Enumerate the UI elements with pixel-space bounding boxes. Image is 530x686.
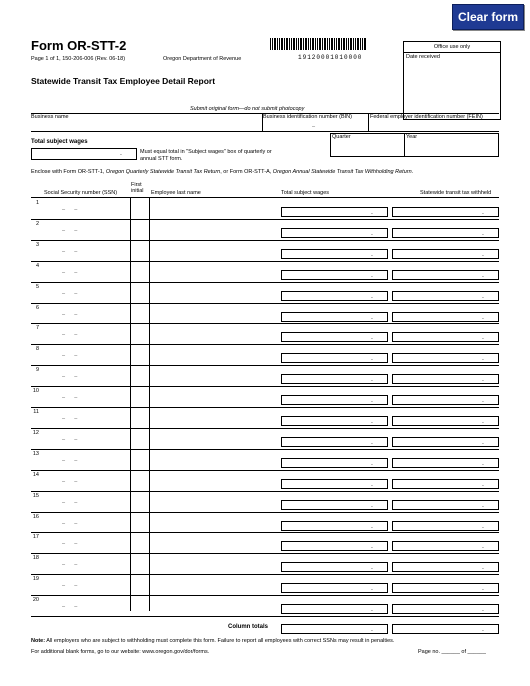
last-name-field[interactable] xyxy=(150,283,278,301)
row-number: 14 xyxy=(32,471,39,478)
total-subject-wages-field[interactable] xyxy=(31,148,137,160)
row-number: 11 xyxy=(33,409,39,415)
wages-field[interactable] xyxy=(281,353,388,363)
wages-field[interactable] xyxy=(281,270,388,280)
office-use-box xyxy=(403,41,501,120)
decimal-point: . xyxy=(371,606,373,614)
ssn-header: Social Security number (SSN) xyxy=(44,190,118,196)
decimal-point: . xyxy=(371,459,373,467)
ssn-field[interactable]: – – xyxy=(62,290,78,297)
ssn-field[interactable]: – – xyxy=(62,311,78,318)
last-name-field[interactable] xyxy=(150,220,278,238)
withheld-field[interactable] xyxy=(392,458,499,468)
row-number: 17 xyxy=(32,534,39,541)
decimal-point: . xyxy=(371,250,373,258)
wages-field[interactable] xyxy=(281,207,388,217)
row-number: 20 xyxy=(32,597,39,604)
row-number: 3 xyxy=(35,241,39,248)
last-name-field[interactable] xyxy=(150,262,278,280)
row-number: 4 xyxy=(35,262,39,269)
row-number: 10 xyxy=(32,388,39,395)
decimal-point: . xyxy=(371,585,373,593)
withheld-field[interactable] xyxy=(392,395,499,405)
wages-field[interactable] xyxy=(281,395,388,405)
footer-note xyxy=(31,638,394,644)
decimal-point: . xyxy=(482,334,484,342)
wages-field[interactable] xyxy=(281,458,388,468)
last-name-field[interactable] xyxy=(150,513,278,531)
withheld-header: Statewide transit tax withheld xyxy=(420,190,492,196)
row-number: 2 xyxy=(35,220,39,227)
wages-field[interactable] xyxy=(281,228,388,238)
withheld-field[interactable] xyxy=(392,332,499,342)
decimal-point: . xyxy=(482,522,484,530)
decimal-point: . xyxy=(482,397,484,405)
withheld-field[interactable] xyxy=(392,374,499,384)
last-name-field[interactable] xyxy=(150,429,278,447)
withheld-field[interactable] xyxy=(392,270,499,280)
form-title: Form OR-STT-2 xyxy=(31,38,127,53)
wages-field[interactable] xyxy=(281,416,388,426)
last-name-field[interactable] xyxy=(150,471,278,489)
bin-dash: – xyxy=(312,124,316,130)
first-initial-field[interactable] xyxy=(131,408,148,426)
wages-field[interactable] xyxy=(281,500,388,510)
decimal-point: . xyxy=(371,501,373,509)
withheld-field[interactable] xyxy=(392,521,499,531)
ssn-field[interactable]: – – xyxy=(62,227,78,234)
first-initial-field[interactable] xyxy=(131,241,148,259)
row-number: 7 xyxy=(35,325,39,332)
decimal-point: . xyxy=(482,209,484,216)
first-initial-field[interactable] xyxy=(131,345,148,363)
row-number: 6 xyxy=(35,304,39,311)
decimal-point: . xyxy=(482,585,484,593)
first-initial-field[interactable] xyxy=(131,262,148,280)
last-name-header: Employee last name xyxy=(151,190,201,196)
wages-field[interactable] xyxy=(281,604,388,614)
divider xyxy=(368,113,369,131)
last-name-field[interactable] xyxy=(150,324,278,342)
wages-field[interactable] xyxy=(281,479,388,489)
row-number: 18 xyxy=(32,555,39,562)
wages-header: Total subject wages xyxy=(281,190,329,196)
decimal-point: . xyxy=(371,271,373,279)
decimal-point: . xyxy=(482,376,484,384)
note-text: All employers who are subject to withholding must complete this form. Failure to report all employees with correct SSNs may result in penalties. xyxy=(45,638,395,644)
decimal-point: . xyxy=(482,292,484,300)
ssn-field[interactable]: – – xyxy=(62,604,78,611)
wages-field[interactable] xyxy=(281,374,388,384)
must-equal-note: Must equal total in "Subject wages" box of quarterly or xyxy=(140,149,272,155)
decimal-point: . xyxy=(371,313,373,321)
decimal-point: . xyxy=(371,334,373,342)
decimal-point: . xyxy=(482,438,484,446)
wages-field[interactable] xyxy=(281,312,388,322)
decimal-point: . xyxy=(371,292,373,300)
ssn-field[interactable]: – – xyxy=(62,562,78,569)
first-initial-header-2: initial xyxy=(131,188,144,194)
note-bold: Note: xyxy=(31,638,46,644)
decimal-point: . xyxy=(482,355,484,363)
decimal-point: . xyxy=(482,606,484,614)
row-number: 13 xyxy=(32,450,39,457)
row-number: 12 xyxy=(32,429,39,436)
enclose-instructions: Enclose with Form OR-STT-1, Oregon Quarterly Statewide Transit Tax Return, or Form OR-STT-A, Oregon Annual Statewide Transit Tax Withholding Return. xyxy=(31,169,414,175)
withheld-field[interactable] xyxy=(392,291,499,301)
wages-field[interactable] xyxy=(281,562,388,572)
wages-field[interactable] xyxy=(281,541,388,551)
business-name-label: Business name xyxy=(31,114,69,120)
row-number: 19 xyxy=(32,576,39,583)
decimal-point: . xyxy=(482,271,484,279)
withheld-field[interactable] xyxy=(392,583,499,593)
ssn-field[interactable]: – – xyxy=(62,436,78,443)
first-initial-field[interactable] xyxy=(131,324,148,342)
last-name-field[interactable] xyxy=(150,450,278,468)
decimal-point: . xyxy=(482,543,484,551)
first-initial-field[interactable] xyxy=(131,533,148,551)
withheld-field[interactable] xyxy=(392,249,499,259)
last-name-field[interactable] xyxy=(150,533,278,551)
decimal-point: . xyxy=(120,150,122,157)
withheld-field[interactable] xyxy=(392,479,499,489)
row-number: 15 xyxy=(32,492,39,499)
ssn-field[interactable]: – – xyxy=(62,207,78,213)
withheld-field[interactable] xyxy=(392,437,499,447)
ssn-field[interactable]: – – xyxy=(62,332,78,339)
last-name-field[interactable] xyxy=(150,304,278,322)
last-name-field[interactable] xyxy=(150,554,278,572)
decimal-point: . xyxy=(371,209,373,216)
first-initial-field[interactable] xyxy=(131,554,148,572)
first-initial-field[interactable] xyxy=(131,450,148,468)
last-name-field[interactable] xyxy=(150,199,278,217)
decimal-point: . xyxy=(482,229,484,237)
decimal-point: . xyxy=(371,229,373,237)
decimal-point: . xyxy=(371,564,373,572)
barcode-number: 19120001010000 xyxy=(298,54,363,61)
divider xyxy=(31,197,499,198)
ssn-field[interactable]: – – xyxy=(62,541,78,548)
first-initial-field[interactable] xyxy=(131,387,148,405)
office-use-header: Office use only xyxy=(404,42,500,53)
decimal-point: . xyxy=(482,626,484,633)
ssn-field[interactable]: – – xyxy=(62,520,78,527)
row-number: 5 xyxy=(35,283,39,290)
last-name-field[interactable] xyxy=(150,345,278,363)
last-name-field[interactable] xyxy=(150,408,278,426)
total-subject-wages-label: Total subject wages xyxy=(31,139,88,145)
department-name: Oregon Department of Revenue xyxy=(163,56,242,62)
decimal-point: . xyxy=(371,543,373,551)
first-initial-field[interactable] xyxy=(131,513,148,531)
row-number: 8 xyxy=(35,346,39,353)
withheld-field[interactable] xyxy=(392,416,499,426)
ssn-field[interactable]: – – xyxy=(62,248,78,255)
decimal-point: . xyxy=(482,418,484,425)
first-initial-field[interactable] xyxy=(131,575,148,593)
bin-field[interactable] xyxy=(263,122,367,131)
decimal-point: . xyxy=(482,501,484,509)
total-wages-field[interactable] xyxy=(281,624,388,634)
withheld-field[interactable] xyxy=(392,604,499,614)
row-number: 9 xyxy=(35,367,39,374)
divider xyxy=(31,131,499,132)
total-withheld-field[interactable] xyxy=(392,624,499,634)
ssn-field[interactable]: – – xyxy=(62,416,78,422)
decimal-point: . xyxy=(371,397,373,405)
wages-field[interactable] xyxy=(281,332,388,342)
first-initial-field[interactable] xyxy=(131,429,148,447)
page-info: Page 1 of 1, 150-206-006 (Rev. 06-18) xyxy=(31,56,126,62)
ssn-field[interactable]: – – xyxy=(62,269,78,276)
withheld-field[interactable] xyxy=(392,353,499,363)
page-number: Page no. ______ of ______ xyxy=(418,649,486,655)
first-initial-field[interactable] xyxy=(131,220,148,238)
fein-label: Federal employer identification number (FEIN) xyxy=(370,114,483,120)
decimal-point: . xyxy=(371,355,373,363)
decimal-point: . xyxy=(371,418,373,425)
wages-field[interactable] xyxy=(281,291,388,301)
first-initial-field[interactable] xyxy=(131,471,148,489)
decimal-point: . xyxy=(371,522,373,530)
ssn-field[interactable]: – – xyxy=(62,583,78,590)
withheld-field[interactable] xyxy=(392,228,499,238)
year-label: Year xyxy=(406,134,418,140)
last-name-field[interactable] xyxy=(150,241,278,259)
decimal-point: . xyxy=(482,459,484,467)
wages-field[interactable] xyxy=(281,583,388,593)
withheld-field[interactable] xyxy=(392,541,499,551)
wages-field[interactable] xyxy=(281,437,388,447)
wages-field[interactable] xyxy=(281,521,388,531)
last-name-field[interactable] xyxy=(150,575,278,593)
last-name-field[interactable] xyxy=(150,596,278,614)
decimal-point: . xyxy=(482,480,484,488)
ssn-field[interactable]: – – xyxy=(62,395,78,402)
decimal-point: . xyxy=(371,626,373,633)
last-name-field[interactable] xyxy=(150,366,278,384)
submit-note: Submit original form—do not submit photocopy xyxy=(190,106,305,112)
quarter-field[interactable] xyxy=(331,141,403,156)
barcode xyxy=(270,38,366,50)
first-initial-field[interactable] xyxy=(131,283,148,301)
business-name-field[interactable] xyxy=(31,114,261,130)
row-number: 1 xyxy=(35,200,39,206)
decimal-point: . xyxy=(482,250,484,258)
report-title: Statewide Transit Tax Employee Detail Report xyxy=(31,76,216,86)
withheld-field[interactable] xyxy=(392,207,499,217)
must-equal-note-2: annual STT form. xyxy=(140,156,183,162)
last-name-field[interactable] xyxy=(150,387,278,405)
decimal-point: . xyxy=(482,564,484,572)
bin-label: Business identification number (BIN) xyxy=(263,114,352,120)
year-field[interactable] xyxy=(405,141,498,156)
decimal-point: . xyxy=(371,376,373,384)
withheld-field[interactable] xyxy=(392,312,499,322)
ssn-field[interactable]: – – xyxy=(62,457,78,464)
column-totals-label: Column totals xyxy=(228,624,268,630)
ssn-field[interactable]: – – xyxy=(62,353,78,360)
last-name-field[interactable] xyxy=(150,492,278,510)
ssn-field[interactable]: – – xyxy=(62,478,78,485)
quarter-label: Quarter xyxy=(332,134,351,140)
date-received-label: Date received xyxy=(406,54,440,60)
clear-form-button[interactable]: Clear form xyxy=(452,4,524,30)
row-divider xyxy=(31,616,499,617)
decimal-point: . xyxy=(371,438,373,446)
decimal-point: . xyxy=(371,480,373,488)
first-initial-field[interactable] xyxy=(131,366,148,384)
first-initial-field[interactable] xyxy=(131,492,148,510)
additional-forms-note: For additional blank forms, go to our website: www.oregon.gov/dor/forms. xyxy=(31,649,210,655)
wages-field[interactable] xyxy=(281,249,388,259)
decimal-point: . xyxy=(482,313,484,321)
ssn-field[interactable]: – – xyxy=(62,374,78,381)
first-initial-header: First xyxy=(131,182,142,188)
row-number: 16 xyxy=(32,513,39,520)
first-initial-field[interactable] xyxy=(131,596,148,614)
ssn-field[interactable]: – – xyxy=(62,499,78,506)
first-initial-field[interactable] xyxy=(131,304,148,322)
fein-field[interactable] xyxy=(370,122,498,131)
first-initial-field[interactable] xyxy=(131,199,148,217)
withheld-field[interactable] xyxy=(392,500,499,510)
withheld-field[interactable] xyxy=(392,562,499,572)
